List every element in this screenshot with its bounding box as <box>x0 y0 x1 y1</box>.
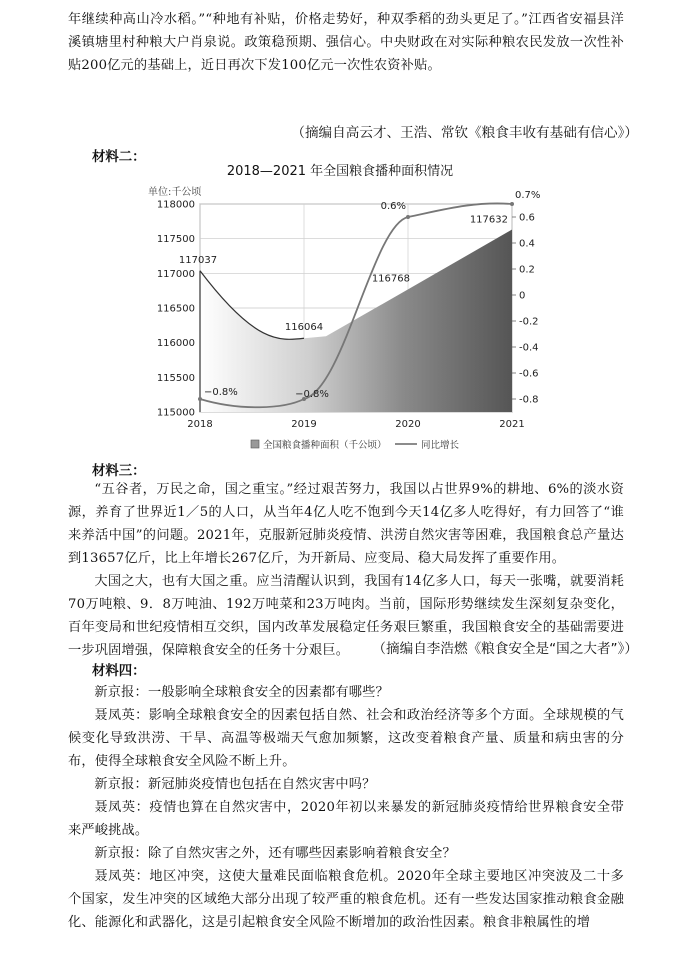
growth-label-2018: −0.8% <box>204 387 238 398</box>
area-label-2018: 117037 <box>178 254 218 266</box>
material-1-source: （摘编自高云才、王浩、常钦《粮食丰收有基础有信心》） <box>291 125 638 141</box>
left-tick-116500: 116500 <box>156 303 195 315</box>
x-tick-2018: 2018 <box>187 419 213 430</box>
right-tick--0.6: -0.6 <box>519 368 539 380</box>
material-4-heading: 材料四： <box>92 664 146 679</box>
right-tick--0.8: -0.8 <box>519 394 539 406</box>
interview-answer-2: 聂凤英：疫情也算在自然灾害中，2020年初以来暴发的新冠肺炎疫情给世界粮食安全带来严峻挑战。 <box>68 800 624 838</box>
chart-unit-label: 单位:千公顷 <box>148 187 202 198</box>
legend-area-label: 全国粮食播种面积（千公顷） <box>263 440 387 451</box>
right-tick--0.4: -0.4 <box>519 342 539 354</box>
left-tick-115500: 115500 <box>156 372 195 384</box>
legend-line-label: 同比增长 <box>421 440 460 451</box>
material-3-heading: 材料三： <box>92 464 146 479</box>
right-tick--0.2: -0.2 <box>519 316 539 328</box>
material-3-paragraph-1: “五谷者，万民之命，国之重宝。”经过艰苦努力，我国以占世界9%的耕地、6%的淡水资源，养育了世界近1／5的人口，从当年4亿人吃不饱到今天14亿多人吃得好，有力回答了“谁来养活中国”的问题。2021年，克服新冠肺炎疫情、洪涝自然灾害等困难，我国粮食总产量达到13657亿斤，比上年增长267亿斤，为开新局、应变局、稳大局发挥了重要作用。 <box>68 482 624 566</box>
x-axis <box>187 419 524 430</box>
area-label-2020: 116768 <box>371 273 410 285</box>
right-tick-0.6: 0.6 <box>519 212 535 224</box>
material-1-text: 年继续种高山冷水稻。”“种地有补贴，价格走势好，种双季稻的劲头更足了。”江西省安福县洋溪镇塘里村种粮大户肖泉说。政策稳预期、强信心。中央财政在对实际种粮农民发放一次性补贴200亿元的基础上，近日再次下发100亿元一次性农资补贴。 <box>68 12 624 73</box>
left-tick-116000: 116000 <box>156 338 195 350</box>
material-3-source: （摘编自李浩燃《粮食安全是“国之大者”》） <box>372 641 638 657</box>
left-axis <box>157 200 195 419</box>
growth-point-2020 <box>406 215 410 219</box>
left-tick-117000: 117000 <box>156 268 195 280</box>
area-series <box>200 230 512 412</box>
legend-area-swatch <box>251 440 259 448</box>
growth-label-2019: −0.8% <box>295 389 329 400</box>
interview-question-2: 新京报：新冠肺炎疫情也包括在自然灾害中吗？ <box>94 777 376 792</box>
right-tick-0.2: 0.2 <box>519 264 535 276</box>
x-tick-2019: 2019 <box>291 419 317 430</box>
x-tick-2020: 2020 <box>395 419 421 430</box>
area-fill <box>200 230 512 412</box>
area-chart <box>140 158 560 458</box>
right-tick-0: 0 <box>519 290 526 302</box>
chart-legend <box>251 439 460 451</box>
x-tick-2021: 2021 <box>499 419 525 430</box>
chart-title: 2018—2021 年全国粮食播种面积情况 <box>226 164 454 179</box>
area-label-2021: 117632 <box>469 214 508 226</box>
material-3-paragraph-2: 大国之大，也有大国之重。应当清醒认识到，我国有14亿多人口，每天一张嘴，就要消耗70万吨粮、9．8万吨油、192万吨菜和23万吨肉。当前，国际形势继续发生深刻复杂变化，百年变局和世纪疫情相互交织，国内改革发展稳定任务艰巨繁重，我国粮食安全的基础需要进一步巩固增强，保障粮食安全的任务十分艰巨。 <box>68 574 624 658</box>
right-axis <box>512 213 539 406</box>
left-tick-115000: 115000 <box>156 407 195 419</box>
interview-block <box>68 681 624 934</box>
interview-question-1: 新京报：一般影响全球粮食安全的因素都有哪些？ <box>94 685 389 700</box>
left-tick-118000: 118000 <box>156 199 195 211</box>
growth-point-2018 <box>198 397 202 401</box>
material-2-heading: 材料二： <box>92 150 146 165</box>
growth-label-2021: 0.7% <box>515 190 541 201</box>
growth-label-2020: 0.6% <box>380 201 406 212</box>
interview-question-3: 新京报：除了自然灾害之外，还有哪些因素影响着粮食安全？ <box>94 846 456 861</box>
interview-answer-3: 聂凤英：地区冲突，这使大量难民面临粮食危机。2020年全球主要地区冲突波及二十多个国家，发生冲突的区域绝大部分出现了较严重的粮食危机。还有一些发达国家推动粮食金融化、能源化和武器化，这是引起粮食安全风险不断增加的政治性因素。粮食非粮属性的增 <box>68 869 624 930</box>
interview-answer-1: 聂凤英：影响全球粮食安全的因素包括自然、社会和政治经济等多个方面。全球规模的气候变化导致洪涝、干旱、高温等极端天气愈加频繁，这改变着粮食产量、质量和病虫害的分布，使得全球粮食安全风险不断上升。 <box>68 708 624 769</box>
area-label-2019: 116064 <box>284 322 324 334</box>
right-tick-0.4: 0.4 <box>519 238 535 250</box>
growth-point-2021 <box>510 202 514 206</box>
left-tick-117500: 117500 <box>156 234 195 246</box>
